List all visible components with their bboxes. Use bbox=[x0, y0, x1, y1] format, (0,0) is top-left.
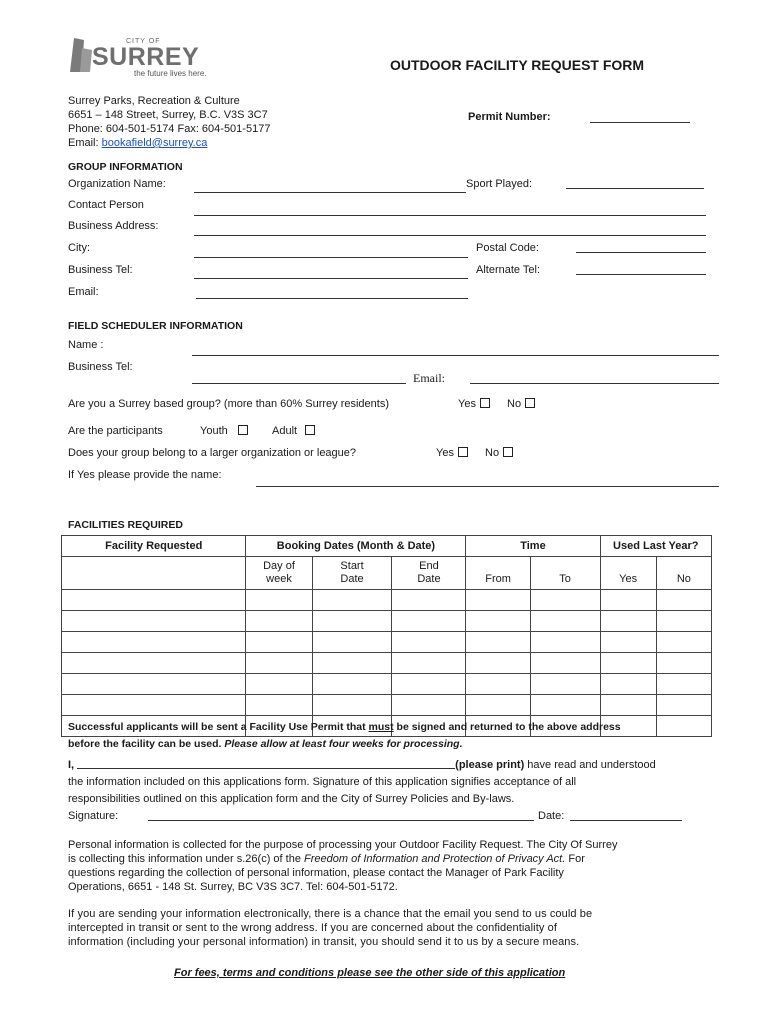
yes-label: Yes bbox=[436, 447, 454, 459]
footer-note: For fees, terms and conditions please see the other side of this application bbox=[174, 967, 566, 979]
sport-played-label: Sport Played: bbox=[466, 178, 533, 190]
table-cell[interactable] bbox=[600, 674, 656, 695]
table-cell[interactable] bbox=[600, 695, 656, 716]
privacy-paragraph-2: If you are sending your information electronically, there is a chance that the email you send to us could be intercepted in transit or sent to the wrong address. If you are concerned about the confidentiality of information (including your personal information) in transit, you should send it to us by a secure means. bbox=[68, 908, 593, 948]
league-name-field[interactable] bbox=[256, 486, 719, 487]
table-cell[interactable] bbox=[312, 611, 392, 632]
alternate-tel-label: Alternate Tel: bbox=[476, 264, 541, 276]
table-cell[interactable] bbox=[392, 695, 466, 716]
no-label: No bbox=[485, 447, 500, 459]
table-cell[interactable] bbox=[466, 653, 530, 674]
table-cell[interactable] bbox=[656, 590, 711, 611]
table-cell[interactable] bbox=[62, 695, 246, 716]
table-row[interactable] bbox=[62, 674, 712, 695]
table-cell[interactable] bbox=[466, 695, 530, 716]
table-cell[interactable] bbox=[530, 653, 600, 674]
table-cell[interactable] bbox=[246, 674, 312, 695]
participants-youth[interactable] bbox=[200, 425, 248, 437]
signature-field[interactable] bbox=[148, 820, 534, 821]
table-row[interactable] bbox=[62, 653, 712, 674]
checkbox-icon[interactable] bbox=[238, 425, 248, 435]
scheduler-email-label: Email: bbox=[413, 371, 445, 385]
no-label: No bbox=[507, 398, 522, 410]
larger-org-yes[interactable] bbox=[436, 447, 468, 459]
permit-number-label: Permit Number: bbox=[468, 111, 551, 123]
signature-label: Signature: bbox=[68, 810, 119, 822]
table-cell[interactable] bbox=[392, 653, 466, 674]
table-cell[interactable] bbox=[312, 653, 392, 674]
email-label: Email: bbox=[68, 137, 102, 149]
table-cell[interactable] bbox=[600, 611, 656, 632]
table-cell[interactable] bbox=[62, 590, 246, 611]
group-info-heading: GROUP INFORMATION bbox=[68, 161, 183, 173]
table-cell[interactable] bbox=[246, 632, 312, 653]
postal-code-field[interactable] bbox=[576, 252, 706, 253]
table-cell[interactable] bbox=[600, 653, 656, 674]
org-name-field[interactable] bbox=[194, 192, 466, 193]
scheduler-heading: FIELD SCHEDULER INFORMATION bbox=[68, 320, 243, 332]
sub-from: From bbox=[466, 557, 530, 590]
table-row[interactable] bbox=[62, 590, 712, 611]
participants-question: Are the participants bbox=[68, 425, 163, 437]
col-booking: Booking Dates (Month & Date) bbox=[246, 536, 466, 557]
table-cell[interactable] bbox=[530, 590, 600, 611]
logo-city-of: CITY OF bbox=[126, 38, 161, 45]
scheduler-name-label: Name : bbox=[68, 339, 104, 351]
table-cell[interactable] bbox=[656, 632, 711, 653]
table-cell[interactable] bbox=[392, 674, 466, 695]
surrey-based-yes[interactable] bbox=[458, 398, 490, 410]
larger-org-question: Does your group belong to a larger organization or league? bbox=[68, 447, 357, 459]
table-cell[interactable] bbox=[600, 590, 656, 611]
street-address: 6651 – 148 Street, Surrey, B.C. V3S 3C7 bbox=[68, 109, 268, 121]
table-cell[interactable] bbox=[62, 632, 246, 653]
table-cell[interactable] bbox=[530, 632, 600, 653]
logo-tagline: the future lives here. bbox=[134, 69, 207, 78]
table-cell[interactable] bbox=[656, 611, 711, 632]
sport-played-field[interactable] bbox=[566, 188, 704, 189]
col-facility: Facility Requested bbox=[62, 536, 246, 557]
phone-fax: Phone: 604-501-5174 Fax: 604-501-5177 bbox=[68, 123, 271, 135]
table-cell[interactable] bbox=[530, 695, 600, 716]
table-cell[interactable] bbox=[656, 653, 711, 674]
checkbox-icon[interactable] bbox=[480, 398, 490, 408]
checkbox-icon[interactable] bbox=[525, 398, 535, 408]
dept-name: Surrey Parks, Recreation & Culture bbox=[68, 95, 240, 107]
date-field[interactable] bbox=[570, 820, 682, 821]
table-row[interactable] bbox=[62, 695, 712, 716]
business-address-label: Business Address: bbox=[68, 220, 159, 232]
table-cell[interactable] bbox=[656, 674, 711, 695]
table-cell[interactable] bbox=[392, 632, 466, 653]
alternate-tel-field[interactable] bbox=[576, 274, 706, 275]
table-cell[interactable] bbox=[312, 674, 392, 695]
group-email-label: Email: bbox=[68, 286, 99, 298]
sub-start-date: Start Date bbox=[312, 557, 392, 590]
privacy-paragraph-1: Personal information is collected for the purpose of processing your Outdoor Facility Request. The City Of Surrey is collecting this information under s.26(c) of the Freedom of Information and Protection of Privacy Act. For questions regarding the collection of personal information, please contact the Manager of Park Facility Operations, 6651 - 148 St. Surrey, BC V3S 3C7. Tel: 604-501-5172. bbox=[68, 839, 618, 893]
scheduler-tel-field[interactable] bbox=[192, 383, 406, 384]
table-row[interactable] bbox=[62, 632, 712, 653]
table-cell[interactable] bbox=[312, 695, 392, 716]
email-line bbox=[68, 137, 207, 149]
business-address-field[interactable] bbox=[194, 235, 706, 236]
business-tel-field[interactable] bbox=[194, 278, 468, 279]
table-cell[interactable] bbox=[530, 674, 600, 695]
surrey-based-question: Are you a Surrey based group? (more than 60% Surrey residents) bbox=[68, 398, 389, 410]
sub-no: No bbox=[656, 557, 711, 590]
table-cell[interactable] bbox=[312, 632, 392, 653]
permit-notice: Successful applicants will be sent a Facility Use Permit that must be signed and returned to the above address before the facility can be used. Please allow at least four weeks for processing. bbox=[68, 721, 621, 750]
scheduler-tel-label: Business Tel: bbox=[68, 361, 133, 373]
table-cell[interactable] bbox=[62, 611, 246, 632]
table-header-row bbox=[62, 536, 712, 557]
youth-label: Youth bbox=[200, 425, 228, 437]
table-cell[interactable] bbox=[392, 590, 466, 611]
table-cell[interactable] bbox=[62, 653, 246, 674]
checkbox-icon[interactable] bbox=[305, 425, 315, 435]
if-yes-label: If Yes please provide the name: bbox=[68, 469, 222, 481]
sub-to: To bbox=[530, 557, 600, 590]
table-cell[interactable] bbox=[656, 695, 711, 716]
sub-yes: Yes bbox=[600, 557, 656, 590]
table-cell[interactable] bbox=[62, 674, 246, 695]
table-cell[interactable] bbox=[530, 611, 600, 632]
empty-cell bbox=[62, 557, 246, 590]
checkbox-icon[interactable] bbox=[458, 447, 468, 457]
surrey-based-no[interactable] bbox=[507, 398, 535, 410]
larger-org-no[interactable] bbox=[485, 447, 513, 459]
declaration-text: I, (please print) have read and understood the information included on this applications form. Signature of this application signifies acceptance of all responsibilities outlined on this application form and the City of Surrey Policies and By-laws. bbox=[68, 759, 656, 805]
participants-adult[interactable] bbox=[272, 425, 315, 437]
table-cell[interactable] bbox=[466, 590, 530, 611]
permit-number-field[interactable] bbox=[590, 122, 690, 123]
table-row[interactable] bbox=[62, 611, 712, 632]
email-link[interactable]: bookafield@surrey.ca bbox=[101, 137, 208, 149]
facilities-table bbox=[61, 535, 712, 737]
business-tel-label: Business Tel: bbox=[68, 264, 133, 276]
form-title: OUTDOOR FACILITY REQUEST FORM bbox=[390, 57, 645, 73]
table-cell[interactable] bbox=[600, 632, 656, 653]
city-label: City: bbox=[68, 242, 90, 254]
sub-day-of-week: Day of week bbox=[246, 557, 312, 590]
table-cell[interactable] bbox=[246, 590, 312, 611]
group-email-field[interactable] bbox=[196, 298, 468, 299]
checkbox-icon[interactable] bbox=[503, 447, 513, 457]
print-name-field[interactable] bbox=[77, 758, 455, 769]
table-cell[interactable] bbox=[246, 611, 312, 632]
table-cell[interactable] bbox=[466, 611, 530, 632]
table-cell[interactable] bbox=[312, 590, 392, 611]
contact-person-label: Contact Person bbox=[68, 199, 144, 211]
yes-label: Yes bbox=[458, 398, 476, 410]
sub-end-date: End Date bbox=[392, 557, 466, 590]
table-cell[interactable] bbox=[466, 674, 530, 695]
table-cell[interactable] bbox=[246, 653, 312, 674]
org-name-label: Organization Name: bbox=[68, 178, 166, 190]
col-time: Time bbox=[466, 536, 600, 557]
scheduler-name-field[interactable] bbox=[192, 355, 719, 356]
scheduler-email-field[interactable] bbox=[470, 383, 719, 384]
contact-person-field[interactable] bbox=[194, 215, 706, 216]
facilities-heading: FACILITIES REQUIRED bbox=[68, 519, 183, 531]
col-used-last-year: Used Last Year? bbox=[600, 536, 711, 557]
postal-code-label: Postal Code: bbox=[476, 242, 539, 254]
table-cell[interactable] bbox=[246, 695, 312, 716]
table-subheader-row bbox=[62, 557, 712, 590]
city-field[interactable] bbox=[194, 257, 468, 258]
date-label: Date: bbox=[538, 810, 565, 822]
adult-label: Adult bbox=[272, 425, 298, 437]
table-cell[interactable] bbox=[466, 632, 530, 653]
logo-name: SURREY bbox=[92, 43, 200, 71]
city-of-surrey-logo bbox=[68, 34, 218, 84]
table-cell[interactable] bbox=[392, 611, 466, 632]
